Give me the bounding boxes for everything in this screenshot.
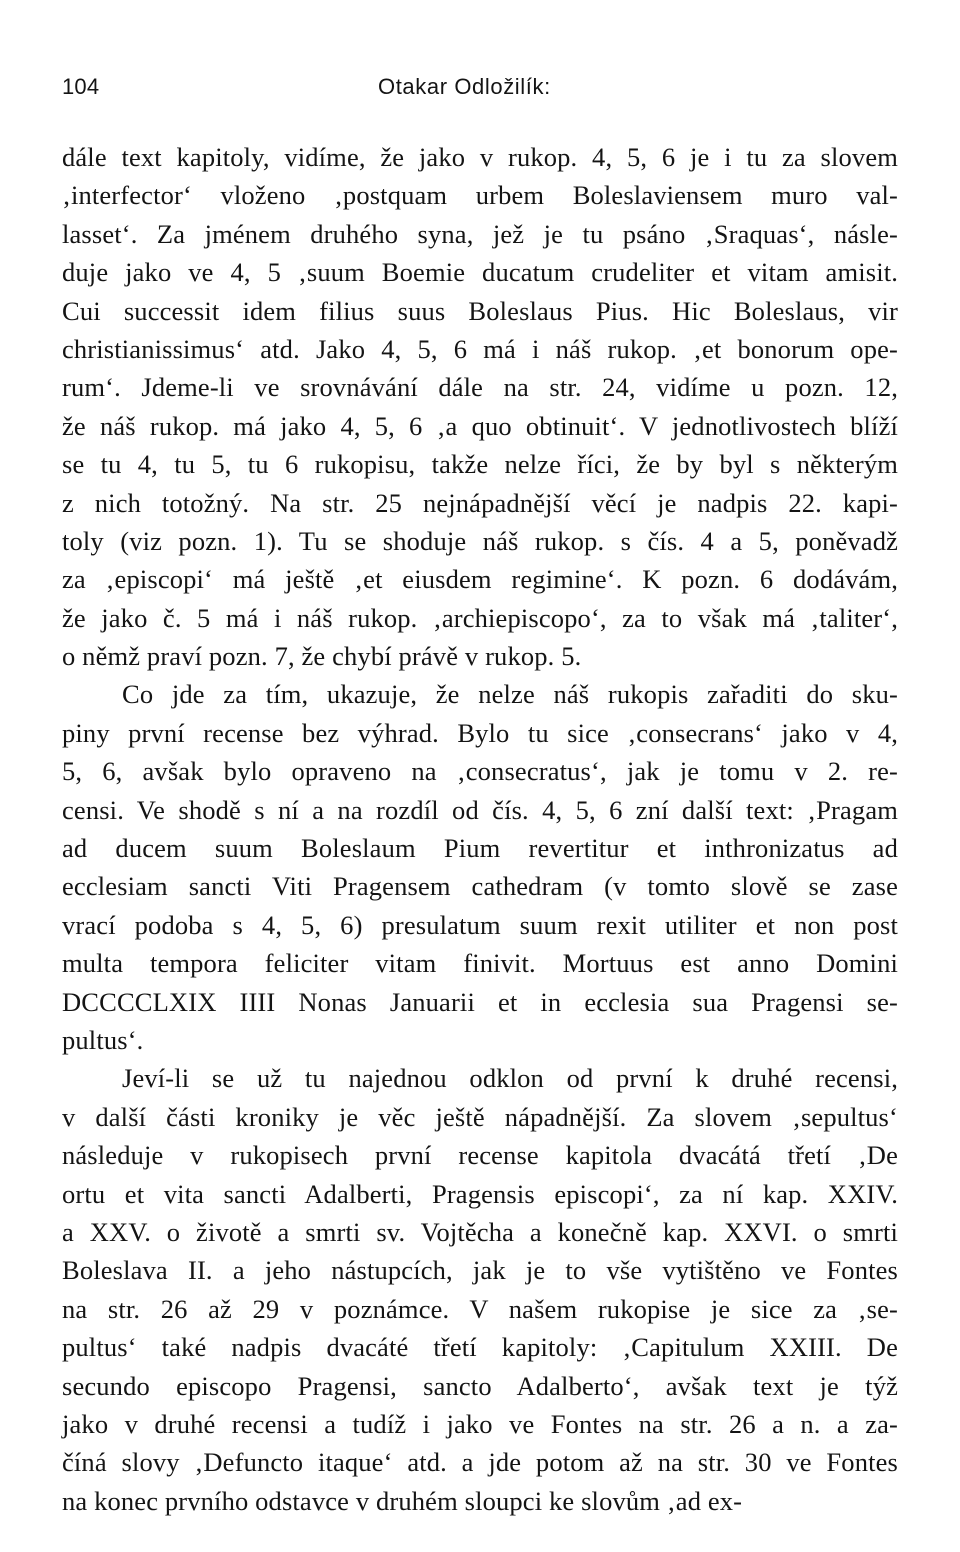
text-line: a XXV. o životě a smrti sv. Vojtěcha a konečně kap. XXVI. o smrti <box>62 1216 898 1247</box>
running-head <box>62 74 898 108</box>
text-line: rum‘. Jdeme-li ve srovnávání dále na str. 24, vidíme u pozn. 12, <box>62 372 898 403</box>
text-line: Jeví-li se už tu najednou odklon od první k druhé recensi, <box>122 1063 898 1094</box>
text-line: multa tempora feliciter vitam finivit. Mortuus est anno Domini <box>62 948 898 979</box>
running-title: Otakar Odložilík: <box>378 74 551 99</box>
text-line: na str. 26 až 29 v poznámce. V našem rukopise je sice za ‚se- <box>62 1293 898 1324</box>
text-line: christianissimus‘ atd. Jako 4, 5, 6 má i náš rukop. ‚et bonorum ope- <box>62 333 898 364</box>
text-line: secundo episcopo Pragensi, sancto Adalberto‘, avšak text je týž <box>62 1370 898 1401</box>
text-line: ad ducem suum Boleslaum Pium revertitur et inthronizatus ad <box>62 833 898 864</box>
page-number: 104 <box>62 74 100 99</box>
text-line: z nich totožný. Na str. 25 nejnápadnější věcí je nadpis 22. kapi- <box>62 487 898 518</box>
paragraph <box>62 675 898 1059</box>
text-line: Co jde za tím, ukazuje, že nelze náš rukopis zařaditi do sku- <box>122 679 898 710</box>
text-line: číná slovy ‚Defuncto itaque‘ atd. a jde potom až na str. 30 ve Fontes <box>62 1447 898 1478</box>
text-line: následuje v rukopisech první recense kapitola dvacátá třetí ‚De <box>62 1140 898 1171</box>
text-line: pultus‘. <box>62 1024 144 1055</box>
text-line: jako v druhé recensi a tudíž i jako ve Fontes na str. 26 a n. a za- <box>62 1408 898 1439</box>
text-line: ‚interfector‘ vloženo ‚postquam urbem Boleslaviensem muro val- <box>62 180 898 211</box>
text-line: o němž praví pozn. 7, že chybí právě v rukop. 5. <box>62 641 582 672</box>
paragraph <box>62 1059 898 1520</box>
text-line: za ‚episcopi‘ má ještě ‚et eiusdem regimine‘. K pozn. 6 dodávám, <box>62 564 898 595</box>
text-line: na konec prvního odstavce v druhém sloupci ke slovům ‚ad ex- <box>62 1485 743 1516</box>
text-line: ortu et vita sancti Adalberti, Pragensis episcopi‘, za ní kap. XXIV. <box>62 1178 898 1209</box>
text-line: DCCCCLXIX IIII Nonas Januarii et in ecclesia sua Pragensi se- <box>62 986 898 1017</box>
text-line: censi. Ve shodě s ní a na rozdíl od čís. 4, 5, 6 zní další text: ‚Pragam <box>62 794 898 825</box>
text-line: toly (viz pozn. 1). Tu se shoduje náš rukop. s čís. 4 a 5, poněvadž <box>62 525 898 556</box>
text-line: ecclesiam sancti Viti Pragensem cathedram (v tomto slově se zase <box>62 871 898 902</box>
text-line: Cui successit idem filius suus Boleslaus Pius. Hic Boleslaus, vir <box>62 295 898 326</box>
text-line: že náš rukop. má jako 4, 5, 6 ‚a quo obtinuit‘. V jednotlivostech blíží <box>62 410 898 441</box>
text-line: že jako č. 5 má i náš rukop. ‚archiepiscopo‘, za to však má ‚taliter‘, <box>62 602 898 633</box>
text-line: Boleslava II. a jeho nástupcích, jak je to vše vytištěno ve Fontes <box>62 1255 898 1286</box>
text-line: piny první recense bez výhrad. Bylo tu sice ‚consecrans‘ jako v 4, <box>62 717 898 748</box>
text-line: v další části kroniky je věc ještě nápadnější. Za slovem ‚sepultus‘ <box>62 1101 898 1132</box>
text-line: 5, 6, avšak bylo opraveno na ‚consecratus‘, jak je tomu v 2. re- <box>62 756 898 787</box>
text-line: lasset‘. Za jménem druhého syna, jež je tu psáno ‚Sraquas‘, násle- <box>62 218 898 249</box>
text-line: se tu 4, tu 5, tu 6 rukopisu, takže nelze říci, že by byl s některým <box>62 449 898 480</box>
text-line: pultus‘ také nadpis dvacáté třetí kapitoly: ‚Capitulum XXIII. De <box>62 1332 898 1363</box>
text-line: duje jako ve 4, 5 ‚suum Boemie ducatum crudeliter et vitam amisit. <box>62 257 898 288</box>
text-line: dále text kapitoly, vidíme, že jako v rukop. 4, 5, 6 je i tu za slovem <box>62 142 898 172</box>
text-line: vrací podoba s 4, 5, 6) presulatum suum rexit utiliter et non post <box>62 909 898 940</box>
paragraph <box>62 138 898 675</box>
body-text <box>62 138 898 1520</box>
